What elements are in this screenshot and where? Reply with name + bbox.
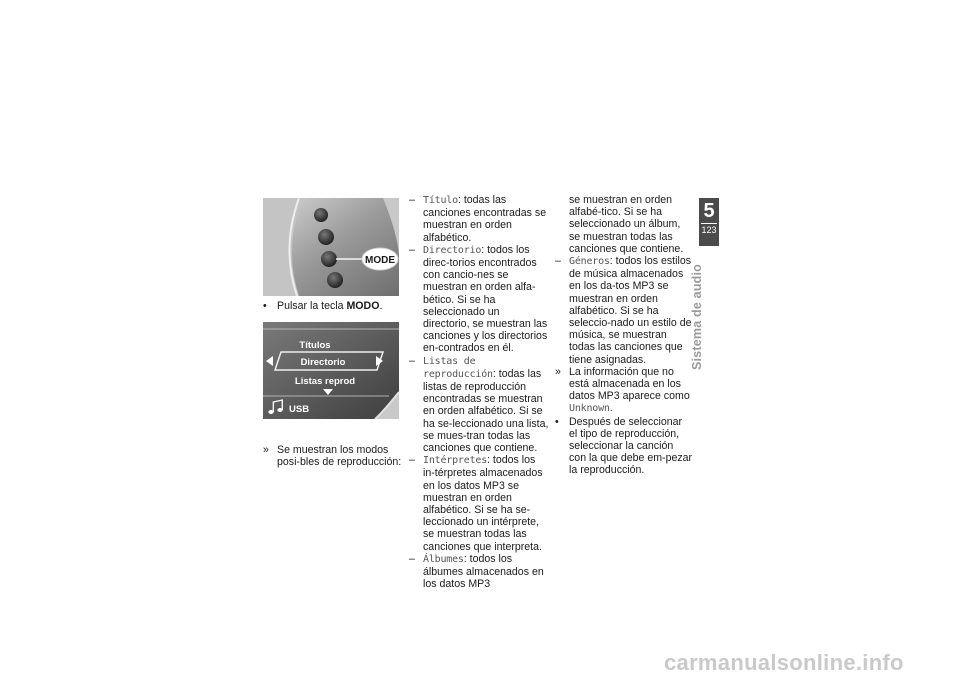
right-column xyxy=(555,194,693,477)
display-screen xyxy=(263,322,399,419)
list-item-interpretes: – Intérpretes: todos los in-térpretes almacenados en los datos MP3 se muestran en orden alfabético. Si se ha se-leccionado un intérprete, se muestran todas las canciones que interpreta. xyxy=(409,454,543,553)
chapter-tab xyxy=(699,198,719,246)
page-number: 123 xyxy=(701,225,717,235)
list-item-directorio: – Directorio: todos los direc-torios encontrados con cancio-nes se muestran en orden alfa-bético. Si se ha seleccionado un directorio, se muestran las canciones y los directorios en-contrados en él. xyxy=(409,243,548,355)
middle-column xyxy=(409,194,549,591)
list-item-albumes: – Álbumes: todos los álbumes almacenados en los datos MP3 xyxy=(409,552,544,591)
list-item-titulo: – Título: todas las canciones encontradas se muestran en orden alfabético. xyxy=(409,194,547,244)
list-item-generos: – Géneros: todos los estilos de música almacenados en los da-tos MP3 se muestran en orden alfabético. Si se ha seleccio-nado un estilo de música, se muestran todas las canciones que tiene asignadas. xyxy=(555,255,692,366)
mode-button-photo xyxy=(263,198,399,296)
caption-modes: » Se muestran los modos posi-bles de reproducción: xyxy=(263,444,402,469)
caption-press-mode: • Pulsar la tecla MODO. xyxy=(263,300,383,312)
albumes-continuation: se muestran en orden alfabé-tico. Si se ha seleccionado un álbum, se muestran todas las canciones que contiene. xyxy=(569,194,684,255)
watermark: carmanualsonline.info xyxy=(664,650,904,675)
menu-item-directorio: Directorio xyxy=(300,357,346,368)
source-usb: USB xyxy=(289,404,310,415)
list-item-listas: – Listas de reproducción: todas las listas de reproducción encontradas se muestran en orden alfabético. Si se ha se-leccionado una lista, se mues-tran todas las canciones que contiene. xyxy=(409,354,549,455)
menu-item-listas: Listas reprod xyxy=(294,376,356,387)
menu-item-titulos: Títulos xyxy=(299,340,331,351)
after-select: • Después de seleccionar el tipo de reproducción, seleccionar la canción con la que debe em-pezar la reproducción. xyxy=(555,415,693,477)
info-unknown: » La información que no está almacenada en los datos MP3 aparece como Unknown. xyxy=(555,365,690,415)
chapter-title: Sistema de audio xyxy=(690,263,704,370)
mode-key-label: MODO xyxy=(346,300,380,312)
chapter-number: 5 xyxy=(703,200,715,222)
mode-label: MODE xyxy=(365,255,395,266)
